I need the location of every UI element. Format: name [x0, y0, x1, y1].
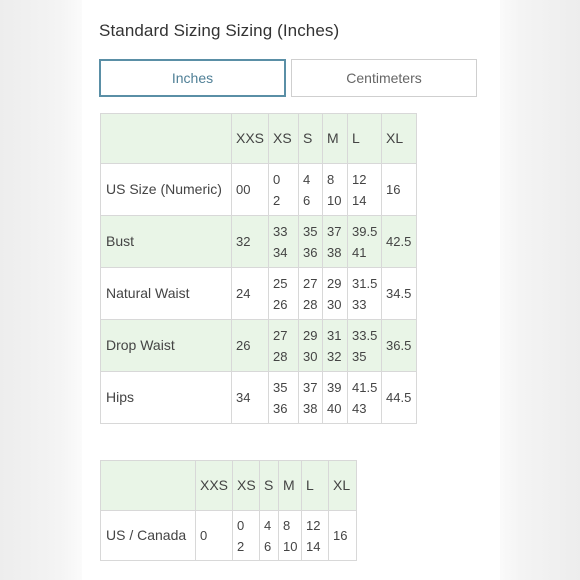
- table-cell: 4 6: [260, 511, 279, 561]
- header-cell: M: [279, 461, 302, 511]
- table-cell: 0 2: [233, 511, 260, 561]
- header-cell: S: [260, 461, 279, 511]
- tab-centimeters[interactable]: Centimeters: [291, 59, 477, 97]
- table-row: [101, 372, 417, 424]
- header-cell: XXS: [232, 114, 269, 164]
- header-cell: XL: [382, 114, 417, 164]
- table-cell: 37 38: [323, 216, 348, 268]
- table-cell: 29 30: [299, 320, 323, 372]
- table-cell: 16: [329, 511, 357, 561]
- table-cell: 24: [232, 268, 269, 320]
- table-row: [101, 164, 417, 216]
- header-cell: [101, 461, 196, 511]
- table-row: [101, 511, 357, 561]
- table-cell: 0 2: [269, 164, 299, 216]
- tab-inches[interactable]: Inches: [99, 59, 286, 97]
- country-size-table: [100, 460, 357, 561]
- row-label: US Size (Numeric): [101, 164, 232, 216]
- header-cell: XL: [329, 461, 357, 511]
- row-label: Hips: [101, 372, 232, 424]
- row-label: Bust: [101, 216, 232, 268]
- table-cell: 35 36: [299, 216, 323, 268]
- page-title: Standard Sizing Sizing (Inches): [99, 21, 340, 40]
- table-cell: 4 6: [299, 164, 323, 216]
- table-cell: 44.5: [382, 372, 417, 424]
- table-cell: 31 32: [323, 320, 348, 372]
- table-cell: 37 38: [299, 372, 323, 424]
- table-cell: 39.5 41: [348, 216, 382, 268]
- table-cell: 41.5 43: [348, 372, 382, 424]
- header-cell: XS: [233, 461, 260, 511]
- header-cell: S: [299, 114, 323, 164]
- table-cell: 29 30: [323, 268, 348, 320]
- table-cell: 16: [382, 164, 417, 216]
- table-cell: 12 14: [302, 511, 329, 561]
- row-label: Natural Waist: [101, 268, 232, 320]
- header-cell: XS: [269, 114, 299, 164]
- table-row: [101, 320, 417, 372]
- table-cell: 33.5 35: [348, 320, 382, 372]
- table-header-row: [101, 461, 357, 511]
- table-cell: 35 36: [269, 372, 299, 424]
- table-cell: 42.5: [382, 216, 417, 268]
- header-cell: [101, 114, 232, 164]
- table-cell: 31.5 33: [348, 268, 382, 320]
- row-label: Drop Waist: [101, 320, 232, 372]
- table-cell: 12 14: [348, 164, 382, 216]
- table-cell: 0: [196, 511, 233, 561]
- table-row: [101, 268, 417, 320]
- table-cell: 27 28: [299, 268, 323, 320]
- table-cell: 25 26: [269, 268, 299, 320]
- table-header-row: [101, 114, 417, 164]
- table-cell: 32: [232, 216, 269, 268]
- row-label: US / Canada: [101, 511, 196, 561]
- table-cell: 8 10: [279, 511, 302, 561]
- table-cell: 27 28: [269, 320, 299, 372]
- table-cell: 36.5: [382, 320, 417, 372]
- header-cell: M: [323, 114, 348, 164]
- table-cell: 8 10: [323, 164, 348, 216]
- table-cell: 33 34: [269, 216, 299, 268]
- table-cell: 39 40: [323, 372, 348, 424]
- table-cell: 34.5: [382, 268, 417, 320]
- header-cell: XXS: [196, 461, 233, 511]
- header-cell: L: [348, 114, 382, 164]
- table-cell: 00: [232, 164, 269, 216]
- table-cell: 26: [232, 320, 269, 372]
- header-cell: L: [302, 461, 329, 511]
- measurements-table: [100, 113, 417, 424]
- table-row: [101, 216, 417, 268]
- table-cell: 34: [232, 372, 269, 424]
